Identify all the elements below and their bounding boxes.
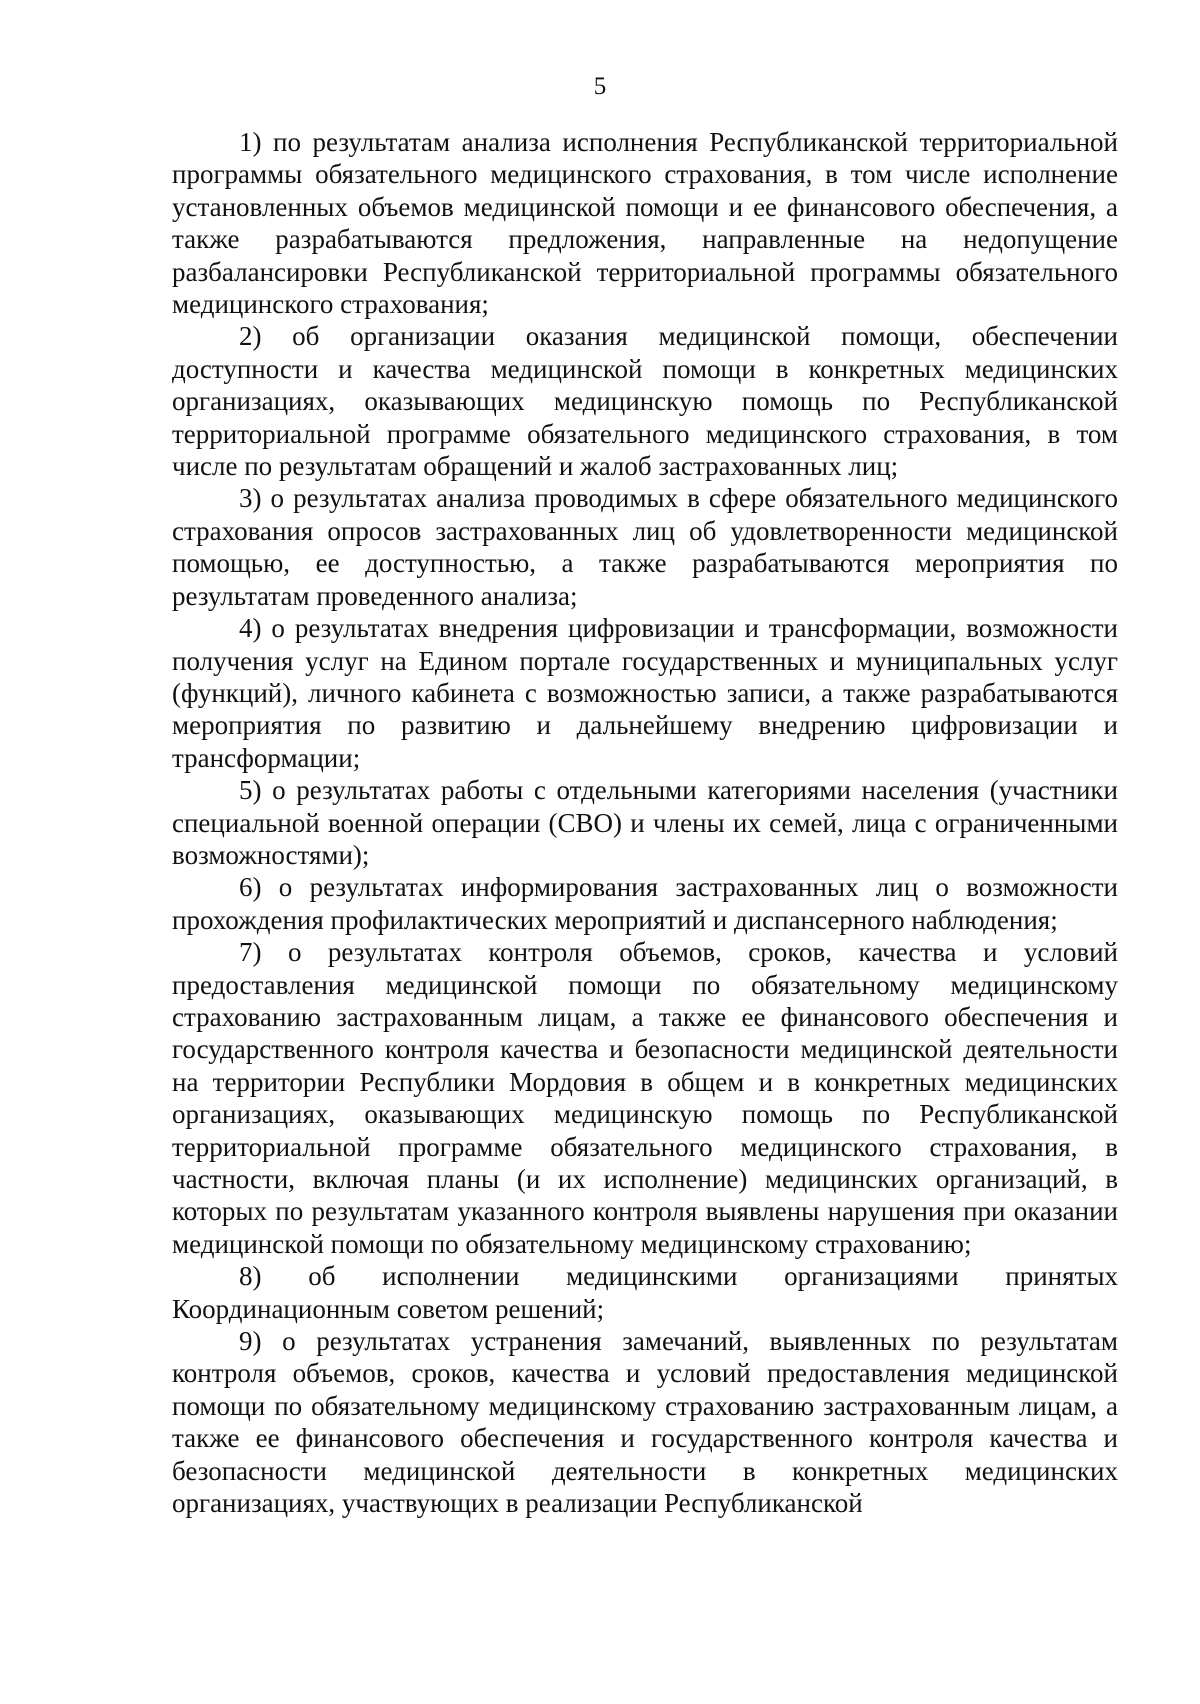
page-number: 5	[593, 73, 607, 100]
list-item-3: 3) о результатах анализа проводимых в сфере обязательного медицинского страхования опросов застрахованных лиц об удовлетворенности медицинской помощью, ее доступностью, а также разрабатываются мероприятия по результатам проведенного анализа;	[172, 483, 1118, 611]
document-body	[172, 126, 1118, 1519]
list-item-8: 8) об исполнении медицинскими организациями принятых Координационным советом решений;	[172, 1261, 1118, 1324]
list-item-9: 9) о результатах устранения замечаний, выявленных по результатам контроля объемов, сроков, качества и условий предоставления медицинской помощи по обязательному медицинскому страхованию застрахованным лицам, а также ее финансового обеспечения и государственного контроля качества и безопасности медицинской деятельности в конкретных медицинских организациях, участвующих в реализации Республиканской	[172, 1326, 1118, 1519]
list-item-6: 6) о результатах информирования застрахованных лиц о возможности прохождения профилактических мероприятий и диспансерного наблюдения;	[172, 872, 1118, 935]
list-item-2: 2) об организации оказания медицинской помощи, обеспечении доступности и качества медицинской помощи в конкретных медицинских организациях, оказывающих медицинскую помощь по Республиканской территориальной программе обязательного медицинского страхования, в том числе по результатам обращений и жалоб застрахованных лиц;	[172, 321, 1118, 482]
list-item-5: 5) о результатах работы с отдельными категориями населения (участники специальной военной операции (СВО) и члены их семей, лица с ограниченными возможностями);	[172, 775, 1118, 870]
list-item-1: 1) по результатам анализа исполнения Республиканской территориальной программы обязательного медицинского страхования, в том числе исполнение установленных объемов медицинской помощи и ее финансового обеспечения, а также разрабатываются предложения, направленные на недопущение разбалансировки Республиканской территориальной программы обязательного медицинского страхования;	[172, 127, 1118, 320]
list-item-7: 7) о результатах контроля объемов, сроков, качества и условий предоставления медицинской помощи по обязательному медицинскому страхованию застрахованным лицам, а также ее финансового обеспечения и государственного контроля качества и безопасности медицинской деятельности на территории Республики Мордовия в общем и в конкретных медицинских организациях, оказывающих медицинскую помощь по Республиканской территориальной программе обязательного медицинского страхования, в частности, включая планы (и их исполнение) медицинских организаций, в которых по результатам указанного контроля выявлены нарушения при оказании медицинской помощи по обязательному медицинскому страхованию;	[172, 937, 1118, 1259]
list-item-4: 4) о результатах внедрения цифровизации и трансформации, возможности получения услуг на Едином портале государственных и муниципальных услуг (функций), личного кабинета с возможностью записи, а также разрабатываются мероприятия по развитию и дальнейшему внедрению цифровизации и трансформации;	[172, 613, 1118, 773]
